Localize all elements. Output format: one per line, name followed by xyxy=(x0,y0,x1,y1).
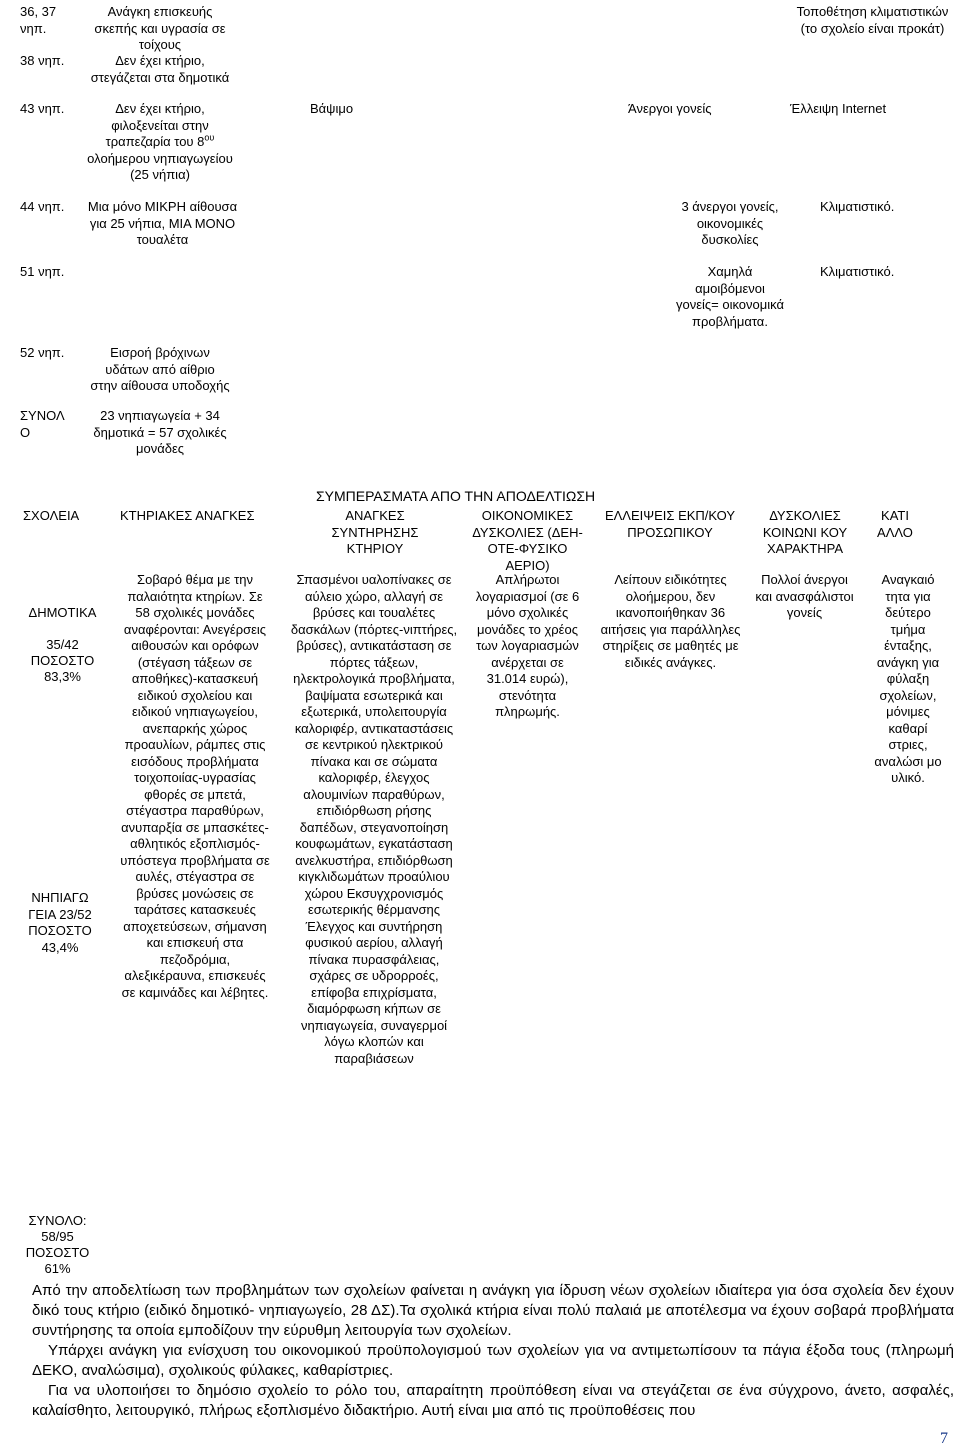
row-need: Μια μόνο ΜΙΚΡΗ αίθουσα για 25 νήπια, ΜΙΑ ΜΟΝΟ τουαλέτα xyxy=(87,199,238,247)
header-paint: Βάψιμο xyxy=(310,101,354,116)
building-needs-text: Σοβαρό θέμα με την παλαιότητα κτηρίων. Σε 58 σχολικές μονάδες αναφέρονται: Ανεγέρσεις αιθουσών και ορόφων (στέγαση τάξεων σε αποθήκες)-κατασκευή ειδικού σχολείου και ειδικού νηπιαγωγείου, ανεπαρκής χώρος προαυλίων, ράμπες στις εισόδους προβλήματα τοιχοποιίας-υγρασίας φθορές σε μπετά, στέγαστρα παραθύρων, ανυπαρξία σε μπασκέτες-αθλητικός εξοπλισμός-υπόστεγα προβλήματα σε αυλές, στέγαστρα σε βρύσες μονώσεις σε ταράτσες κατασκευές αποχετεύσεων, σήμανση και επισκευή στα πεζοδρόμια, αλεξικέραυνα, επισκευές σε καμινάδες και λέβητες. xyxy=(120,572,270,1000)
header-cooling: Τοποθέτηση κλιματιστικών (το σχολείο είναι προκάτ) xyxy=(796,4,949,36)
row-need: Εισροή βρόχινων υδάτων από αίθριο στην αίθουσα υποδοχής xyxy=(90,345,230,393)
social-difficulties-text: Πολλοί άνεργοι και ανασφάλιστοι γονείς xyxy=(755,572,854,620)
paragraph: Υπάρχει ανάγκη για ενίσχυση του οικονομικού προϋπολογισμού των σχολείων για να αντιμετωπίσουν τα πάγια έξοδα τους (πληρωμή ΔΕΚΟ, αναλώσιμα), σχολικούς φύλακες, καθαρίστριες. xyxy=(32,1342,954,1379)
col-header-staff: ΕΛΛΕΙΨΕΙΣ ΕΚΠ/ΚΟΥ ΠΡΟΣΩΠΙΚΟΥ xyxy=(604,508,736,540)
row-need-text: Δεν έχει κτήριο, φιλοξενείται στην τραπεζαρία του 8 xyxy=(105,101,209,149)
page-number: 7 xyxy=(940,1430,948,1447)
row-unemployed: 3 άνεργοι γονείς, οικονομικές δυσκολίες xyxy=(681,199,779,247)
primary-percent-label: ΠΟΣΟΣΤΟ xyxy=(30,653,95,668)
col-header-building: ΚΤΗΡΙΑΚΕΣ ΑΝΑΓΚΕΣ xyxy=(120,508,255,523)
col-header-schools: ΣΧΟΛΕΙΑ xyxy=(23,508,80,523)
total-percent: 61% xyxy=(44,1261,71,1276)
financial-difficulties-text: Απλήρωτοι λογαριασμοί (σε 6 μόνο σχολικές μονάδες το χρέος των λογαριασμών ανέρχεται σε 31.014 ευρώ), στενότητα πληρωμής. xyxy=(475,572,580,719)
paragraph: Για να υλοποιήσει το δημόσιο σχολείο το ρόλο του, απαραίτητη προϋπόθεση είναι να στεγάζεται σε ένα σύγχρονο, άνετο, ασφαλές, καλαίσθητο, λειτουργικό, πλήρως εξοπλισμένο διδακτήριο. Αυτή είναι μια από τις προϋποθέσεις που xyxy=(32,1382,954,1419)
total-percent-label: ΠΟΣΟΣΤΟ xyxy=(25,1245,90,1260)
staff-shortages-text: Λείπουν ειδικότητες ολοήμερου, δεν ικανοποιήθηκαν 36 αιτήσεις για παράλληλες στηρίξεις σε μαθητές με ειδικές ανάγκες. xyxy=(600,572,741,670)
row-cooling: Κλιματιστικό. xyxy=(820,199,895,214)
other-text: Αναγκαιό τητα για δεύτερο τμήμα ένταξης, ανάγκη για φύλαξη σχολείων, μόνιμες καθαρί στριες, αναλώσι μο υλικό. xyxy=(874,572,942,785)
col-header-financial: ΟΙΚΟΝΟΜΙΚΕΣ ΔΥΣΚΟΛΙΕΣ (ΔΕΗ-ΟΤΕ-ΦΥΣΙΚΟ ΑΕΡΙΟ) xyxy=(472,508,583,573)
row-need: Ανάγκη επισκευής σκεπής και υγρασία σε τοίχους xyxy=(94,4,226,52)
header-unemployed: Άνεργοι γονείς xyxy=(628,101,712,116)
paragraph: Από την αποδελτίωση των προβλημάτων των σχολείων φαίνεται η ανάγκη για ίδρυση νέων σχολείων ιδιαίτερα για όσα σχολεία δεν έχουν δικό τους κτήριο (ειδικό δημοτικό- νηπιαγωγείο, 28 ΔΣ).Τα σχολικά κτήρια είναι πολύ παλαιά με αποτέλεσμα να έχουν σοβαρά προβλήματα συντήρησης τα οποία εμποδίζουν την εύρυθμη λειτουργία των σχολείων. xyxy=(32,1282,954,1339)
row-school: 51 νηπ. xyxy=(20,264,65,279)
row-school: 38 νηπ. xyxy=(20,53,65,68)
maintenance-needs-text: Σπασμένοι υαλοπίνακες σε αύλειο χώρο, αλλαγή σε βρύσες και τουαλέτες δασκάλων (πόρτες-νιπτήρες, βρύσες), αντικατάσταση σε πόρτες τάξεων, ηλεκτρολογικά προβλήματα, βαψίματα εσωτερικά και εξωτερικά, υπολειτουργία καλοριφέρ, αντικαταστάσεις σε κεντρικού ηλεκτρικού πίνακα και σε σώματα καλοριφέρ, έλεγχος αλουμινίων παραθύρων, επιδιόρθωση ρήσης δαπέδων, στεγανοποίηση κουφωμάτων, εγκατάσταση ανελκυστήρα, επιδιόρθωση κιγκλιδωμάτων προαύλιου χώρου Εκσυγχρονισμός εσωτερικής θέρμανσης Έλεγχος και συντήρηση φυσικού αερίου, αλλαγή πίνακα πυρασφάλειας, σχάρες σε υδρορροές, επίφοβα επιχρίσματα, διαμόρφωση κήπων σε νηπιαγωγεία, συναγερμοί λόγω κλοπών και παραβιάσεων xyxy=(290,572,458,1066)
row-need: 23 νηπιαγωγεία + 34 δημοτικά = 57 σχολικές μονάδες xyxy=(93,408,227,456)
kindergarten-label: ΝΗΠΙΑΓΩ ΓΕΙΑ 23/52 ΠΟΣΟΣΤΟ 43,4% xyxy=(28,890,92,955)
row-need: Δεν έχει κτήριο, στεγάζεται στα δημοτικά xyxy=(90,53,230,85)
row-school: 44 νηπ. xyxy=(20,199,65,214)
primary-label: ΔΗΜΟΤΙΚΑ xyxy=(28,605,97,620)
row-need-text: ολοήμερου νηπιαγωγείου (25 νήπια) xyxy=(87,150,233,182)
primary-ratio: 35/42 xyxy=(46,637,79,652)
total-ratio: 58/95 xyxy=(41,1229,74,1244)
col-header-maintenance: ΑΝΑΓΚΕΣ ΣΥΝΤΗΡΗΣΗΣ ΚΤΗΡΙΟΥ xyxy=(331,508,419,556)
row-cooling: Κλιματιστικό. xyxy=(820,264,895,279)
conclusions-title: ΣΥΜΠΕΡΑΣΜΑΤΑ ΑΠΟ ΤΗΝ ΑΠΟΔΕΛΤΙΩΣΗ xyxy=(316,488,596,504)
col-header-social: ΔΥΣΚΟΛΙΕΣ ΚΟΙΝΩΝΙ ΚΟΥ ΧΑΡΑΚΤΗΡΑ xyxy=(762,508,848,556)
header-internet: Έλλειψη Internet xyxy=(790,101,887,116)
row-school: 52 νηπ. xyxy=(20,345,65,360)
row-school: ΣΥΝΟΛ Ο xyxy=(20,408,64,440)
row-need xyxy=(85,101,235,184)
row-school: 36, 37 νηπ. xyxy=(20,4,57,36)
col-header-other: ΚΑΤΙ ΑΛΛΟ xyxy=(877,508,913,540)
primary-percent: 83,3% xyxy=(44,669,81,684)
row-school: 43 νηπ. xyxy=(20,101,65,116)
row-unemployed: Χαμηλά αμοιβόμενοι γονείς= οικονομικά προβλήματα. xyxy=(675,264,785,329)
total-label: ΣΥΝΟΛΟ: xyxy=(28,1213,87,1228)
row-need-superscript: ου xyxy=(204,132,215,143)
